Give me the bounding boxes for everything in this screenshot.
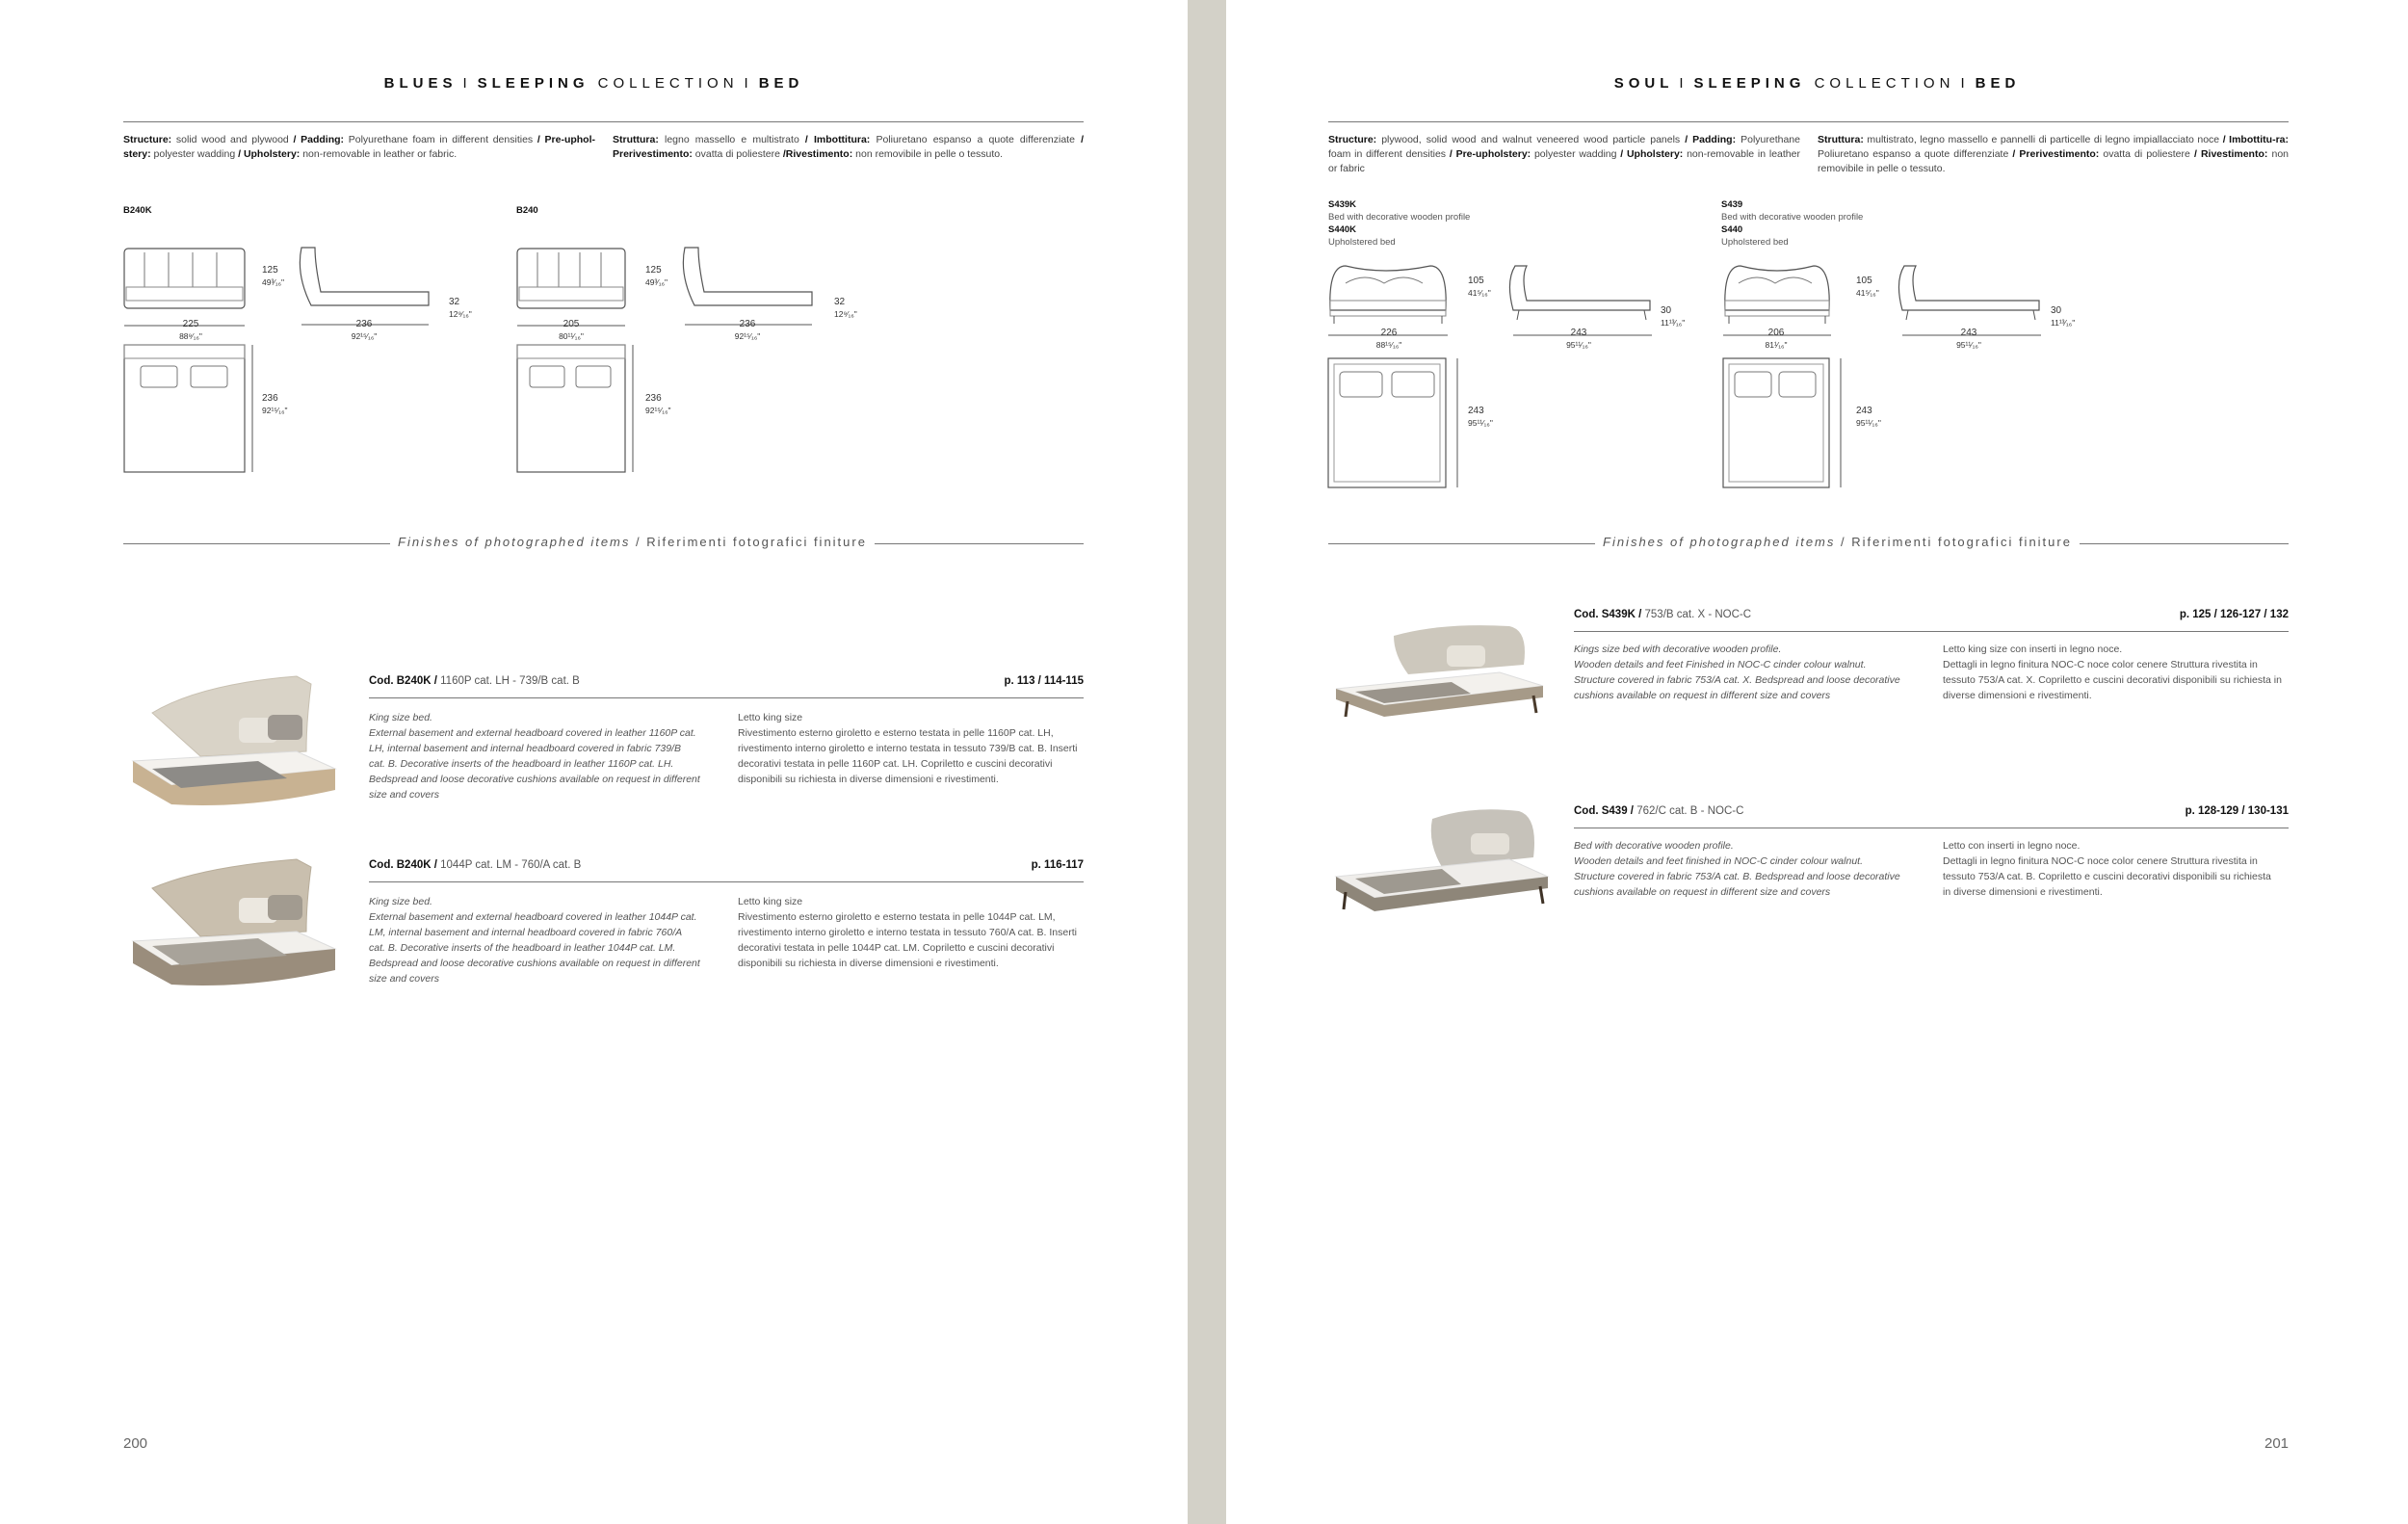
product-divider bbox=[1574, 631, 2289, 632]
page-reference: p. 116-117 bbox=[1031, 859, 1084, 871]
description-italian: Letto con inserti in legno noce. Dettagli in legno finitura NOC-C noce color cenere Struttura rivestita in tessuto 753/A cat. B. Copriletto e cuscini decorativi disponibili su richiesta in diverse dimensioni e rivestimenti. bbox=[1943, 840, 2271, 898]
page-title: SOUL I SLEEPING COLLECTION I BED bbox=[1613, 75, 2021, 92]
model-code: S439K bbox=[1328, 199, 1357, 210]
height-dimension: 125 49³⁄₁₆" bbox=[262, 265, 285, 287]
description-english: Kings size bed with decorative wooden profile. Wooden details and feet Finished in NOC-C cinder colour walnut. Structure covered in fabric 753/A cat. X. Bedspread and loose decorative cushions available on request in different size and covers bbox=[1574, 644, 1900, 701]
description-english: King size bed. External basement and external headboard covered in leather 1044P cat. LM, internal basement and internal headboard covered in fabric 760/A cat. B. Decorative inserts of the headboard in leather 1044P cat. LM. Bedspread and loose decorative cushions available on request in different size and covers bbox=[369, 896, 700, 985]
finishes-heading: Finishes of photographed items / Riferimenti fotografici finiture bbox=[1595, 535, 2080, 549]
page-reference: p. 128-129 / 130-131 bbox=[2185, 805, 2289, 817]
top-view-drawing bbox=[1326, 356, 1461, 493]
top-view-drawing bbox=[516, 345, 634, 475]
side-depth-dimension: 243 95¹¹⁄₁₆" bbox=[1566, 328, 1591, 350]
title-divider bbox=[123, 121, 1084, 122]
page-gutter bbox=[1188, 0, 1226, 1524]
description-english: King size bed. External basement and external headboard covered in leather 1160P cat. LH, internal basement and internal headboard covered in fabric 739/B cat. B. Decorative inserts of the headboard in leather 1160P cat. LH. Bedspread and loose decorative cushions available on request in different size and covers bbox=[369, 712, 700, 801]
product-divider bbox=[369, 697, 1084, 698]
page-reference: p. 125 / 126-127 / 132 bbox=[2179, 609, 2289, 620]
side-height-dimension: 30 11¹³⁄₁₆" bbox=[2051, 305, 2076, 328]
spec-english: Structure: plywood, solid wood and walnut veneered wood particle panels / Padding: Polyurethane foam in different densities / Pre-upholstery: polyester wadding / Upholstery: non-removable in leather or fabric bbox=[1328, 134, 1800, 174]
height-dimension: 125 49³⁄₁₆" bbox=[645, 265, 668, 287]
height-dimension: 105 41⁵⁄₁₆" bbox=[1856, 276, 1879, 298]
model-code: S440K bbox=[1328, 224, 1357, 235]
depth-dimension: 243 95¹¹⁄₁₆" bbox=[1856, 406, 1881, 428]
product-photo bbox=[114, 665, 345, 819]
top-view-drawing bbox=[1721, 356, 1846, 493]
side-height-dimension: 32 12⁹⁄₁₆" bbox=[834, 297, 857, 319]
width-dimension: 206 81¹⁄₁₆" bbox=[1765, 328, 1788, 350]
front-view-drawing bbox=[123, 249, 249, 328]
product-code: Cod. B240K / 1160P cat. LH - 739/B cat. B bbox=[369, 675, 580, 687]
side-depth-dimension: 236 92¹⁵⁄₁₆" bbox=[734, 319, 761, 341]
model-code: S440 bbox=[1721, 224, 1743, 235]
side-depth-dimension: 236 92¹⁵⁄₁₆" bbox=[351, 319, 378, 341]
product-code: Cod. S439 / 762/C cat. B - NOC-C bbox=[1574, 805, 1744, 817]
side-height-dimension: 30 11¹³⁄₁₆" bbox=[1661, 305, 1686, 328]
model-code: B240K bbox=[123, 205, 152, 216]
finishes-heading: Finishes of photographed items / Riferimenti fotografici finiture bbox=[390, 535, 875, 549]
product-photo bbox=[1326, 800, 1557, 944]
model-subtitle: Bed with decorative wooden profile bbox=[1721, 212, 1864, 223]
product-divider bbox=[369, 881, 1084, 882]
model-code: S439 bbox=[1721, 199, 1743, 210]
page-number: 200 bbox=[123, 1435, 148, 1452]
product-code: Cod. B240K / 1044P cat. LM - 760/A cat. B bbox=[369, 859, 582, 871]
description-italian: Letto king size Rivestimento esterno giroletto e esterno testata in pelle 1044P cat. LM, rivestimento interno giroletto e interno testata in tessuto 760/A cat. B. Inserti decorativi testata in pelle 1044P cat. LM. Copriletto e cuscini decorativi disponibili su richiesta in diverse dimensioni e rivestimenti. bbox=[738, 896, 1077, 969]
model-subtitle: Upholstered bed bbox=[1721, 237, 1789, 248]
top-view-drawing bbox=[123, 345, 253, 475]
page-reference: p. 113 / 114-115 bbox=[1004, 675, 1084, 687]
side-view-drawing bbox=[294, 246, 438, 328]
product-photo bbox=[114, 850, 345, 1004]
description-english: Bed with decorative wooden profile. Wooden details and feet finished in NOC-C cinder colour walnut. Structure covered in fabric 753/A cat. B. Bedspread and loose decorative cushions available on request in different size and covers bbox=[1574, 840, 1900, 898]
product-photo bbox=[1326, 617, 1557, 732]
width-dimension: 205 80¹¹⁄₁₆" bbox=[559, 319, 584, 341]
side-depth-dimension: 243 95¹¹⁄₁₆" bbox=[1956, 328, 1981, 350]
spec-italian: Struttura: legno massello e multistrato / Imbottitura: Poliuretano espanso a quote differenziate / Prerivestimento: ovatta di poliestere /Rivestimento: non removibile in pelle o tessuto. bbox=[613, 134, 1084, 160]
depth-dimension: 243 95¹¹⁄₁₆" bbox=[1468, 406, 1493, 428]
model-code: B240 bbox=[516, 205, 538, 216]
spec-english: Structure: solid wood and plywood / Padding: Polyurethane foam in different densities / Pre-uphol-stery: polyester wadding / Upholstery: non-removable in leather or fabric. bbox=[123, 134, 596, 160]
model-subtitle: Bed with decorative wooden profile bbox=[1328, 212, 1471, 223]
page-number: 201 bbox=[2264, 1435, 2290, 1452]
description-italian: Letto king size Rivestimento esterno giroletto e esterno testata in pelle 1160P cat. LH, rivestimento interno giroletto e interno testata in tessuto 739/B cat. B. Inserti decorativi testata in pelle 1160P cat. LH. Copriletto e cuscini decorativi disponibili su richiesta in diverse dimensioni e rivestimenti. bbox=[738, 712, 1078, 785]
side-height-dimension: 32 12⁹⁄₁₆" bbox=[449, 297, 472, 319]
left-page bbox=[0, 0, 1188, 1524]
right-page bbox=[1226, 0, 2408, 1524]
description-italian: Letto king size con inserti in legno noce. Dettagli in legno finitura NOC-C noce color cenere Struttura rivestita in tessuto 753/A cat. X. Copriletto e cuscini decorativi disponibili su richiesta in diverse dimensioni e rivestimenti. bbox=[1943, 644, 2282, 701]
title-divider bbox=[1328, 121, 2289, 122]
side-view-drawing bbox=[677, 246, 822, 328]
depth-dimension: 236 92¹⁵⁄₁₆" bbox=[645, 393, 671, 415]
width-dimension: 225 88⁹⁄₁₆" bbox=[179, 319, 202, 341]
product-code: Cod. S439K / 753/B cat. X - NOC-C bbox=[1574, 609, 1752, 620]
height-dimension: 105 41⁵⁄₁₆" bbox=[1468, 276, 1491, 298]
spec-italian: Struttura: multistrato, legno massello e pannelli di particelle di legno impiallacciato noce / Imbottitu-ra: Poliuretano espanso a quote differenziate / Prerivestimento: ovatta di poliestere / Rivestimento: non removibile in pelle o tessuto. bbox=[1818, 134, 2289, 174]
page-title: BLUES I SLEEPING COLLECTION I BED bbox=[383, 75, 804, 92]
width-dimension: 226 88¹⁵⁄₁₆" bbox=[1375, 328, 1402, 350]
model-subtitle: Upholstered bed bbox=[1328, 237, 1396, 248]
depth-dimension: 236 92¹⁵⁄₁₆" bbox=[262, 393, 288, 415]
front-view-drawing bbox=[516, 249, 632, 328]
